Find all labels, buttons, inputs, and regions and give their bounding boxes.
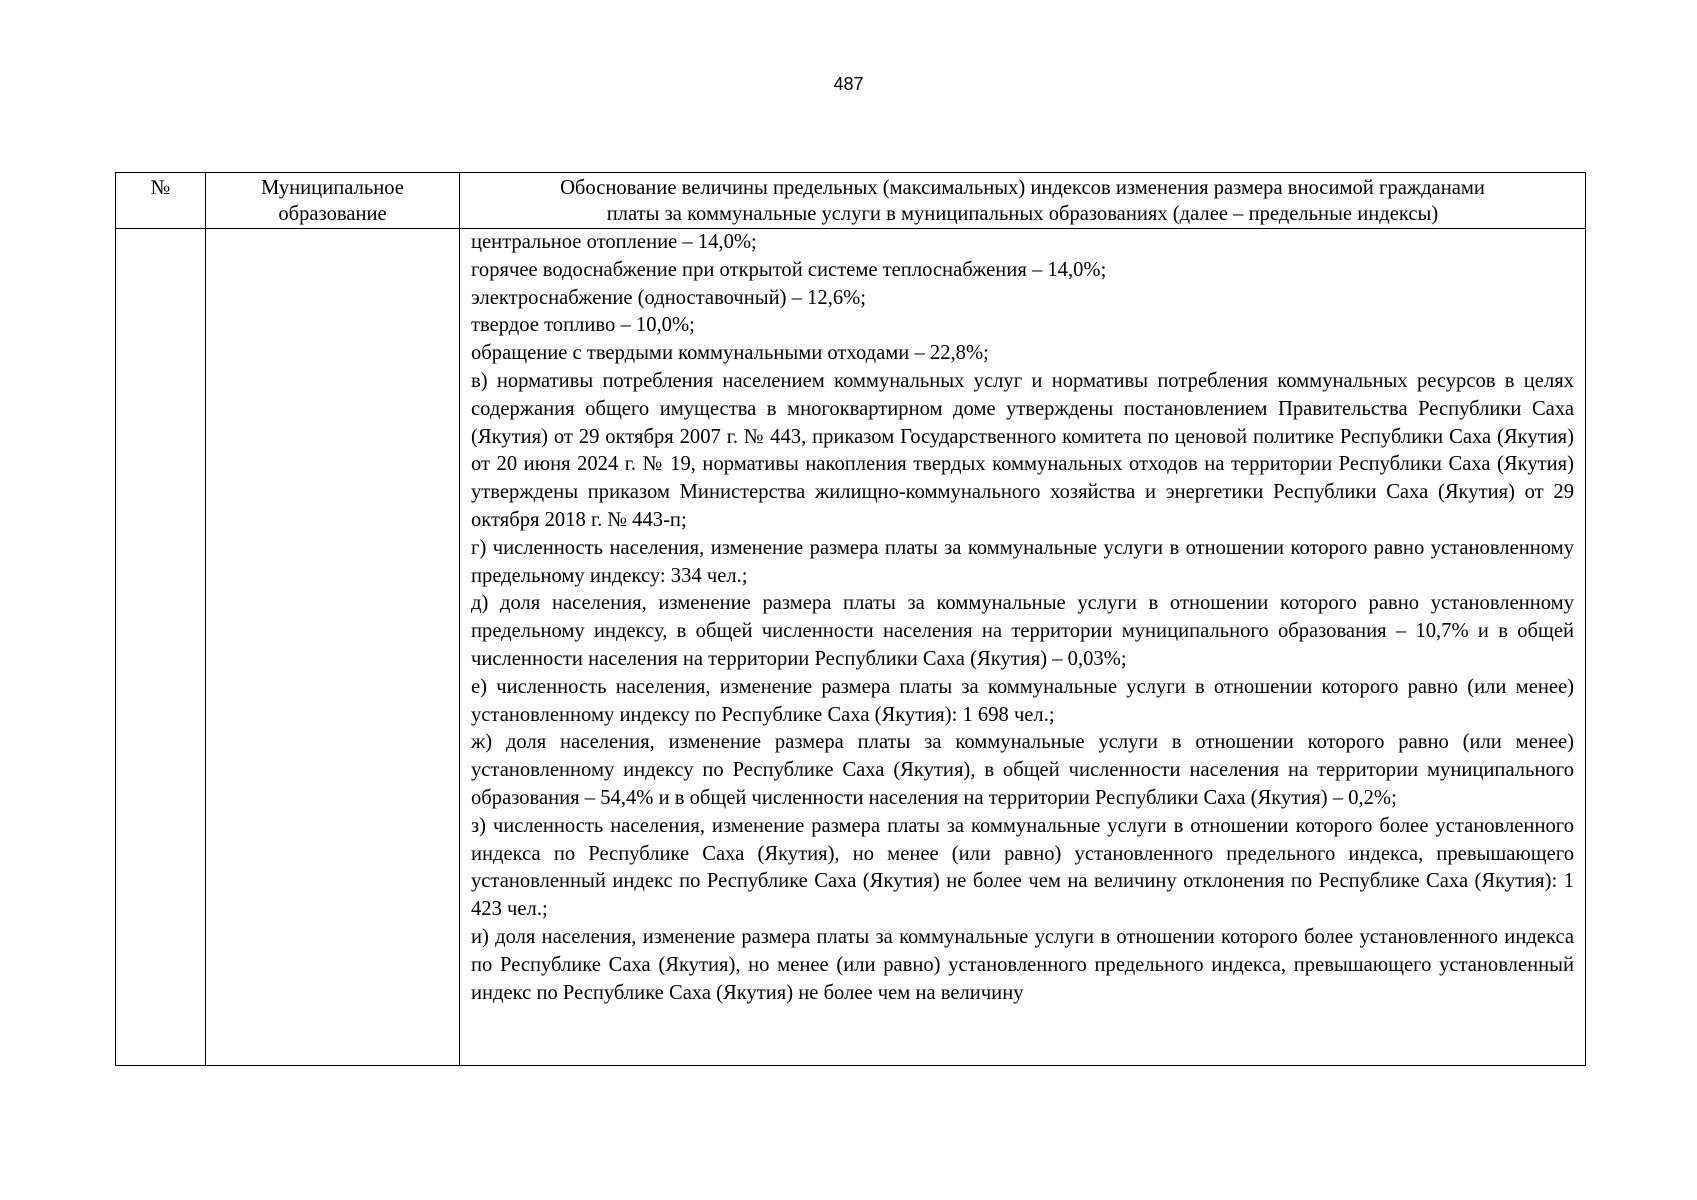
justification-table xyxy=(115,172,1586,1066)
paragraph: г) численность населения, изменение размера платы за коммунальные услуги в отношении которого равно установленному предельному индексу: 334 чел.; xyxy=(471,536,1574,587)
paragraph: ж) доля населения, изменение размера платы за коммунальные услуги в отношении которого равно (или менее) установленному индексу по Республике Саха (Якутия), в общей численности населения на территории муниципального образования – 54,4% и в общей численности населения на территории Республики Саха (Якутия) – 0,2%; xyxy=(471,731,1574,809)
paragraph: твердое топливо – 10,0%; xyxy=(471,314,695,337)
paragraph: центральное отопление – 14,0%; xyxy=(471,231,757,253)
paragraph: обращение с твердыми коммунальными отходами – 22,8%; xyxy=(471,342,989,365)
paragraph: и) доля населения, изменение размера платы за коммунальные услуги в отношении которого более установленного индекса по Республике Саха (Якутия), но менее (или равно) установленного предельного индекса, превышающего установленный индекс по Республике Саха (Якутия) не более чем на величину xyxy=(471,925,1574,1004)
paragraph: электроснабжение (одноставочный) – 12,6%; xyxy=(471,286,867,309)
header-justification xyxy=(460,173,1586,229)
header-number: № xyxy=(116,173,206,229)
paragraph: е) численность населения, изменение размера платы за коммунальные услуги в отношении которого равно (или менее) установленному индексу по Республике Саха (Якутия): 1 698 чел.; xyxy=(471,675,1574,726)
paragraph: з) численность населения, изменение размера платы за коммунальные услуги в отношении которого более установленного индекса по Республике Саха (Якутия), но менее (или равно) установленного предельного индекса, превышающего установленный индекс по Республике Саха (Якутия) не более чем на величину отклонения по Республике Саха (Якутия): 1 423 чел.; xyxy=(471,814,1574,921)
table-header-row xyxy=(116,173,1586,229)
header-justification-line1: Обоснование величины предельных (максимальных) индексов изменения размера вносимой гражданами xyxy=(560,177,1485,199)
paragraph: горячее водоснабжение при открытой системе теплоснабжения – 14,0%; xyxy=(471,258,1107,281)
paragraph: в) нормативы потребления населением коммунальных услуг и нормативы потребления коммунальных ресурсов в целях содержания общего имущества в многоквартирном доме утверждены постановлением Правительства Республики Саха (Якутия) от 29 октября 2007 г. № 443, приказом Государственного комитета по ценовой политике Республики Саха (Якутия) от 20 июня 2024 г. № 19, нормативы накопления твердых коммунальных отходов на территории Республики Саха (Якутия) утверждены приказом Министерства жилищно-коммунального хозяйства и энергетики Республики Саха (Якутия) от 29 октября 2018 г. № 443-п; xyxy=(471,369,1574,531)
header-justification-line2: платы за коммунальные услуги в муниципальных образованиях (далее – предельные индексы) xyxy=(606,203,1439,225)
cell-municipality xyxy=(206,229,460,1066)
table-row xyxy=(116,229,1586,1066)
header-municipality xyxy=(206,173,460,229)
header-municipality-line1: Муниципальное xyxy=(261,177,404,199)
cell-number xyxy=(116,229,206,1066)
header-municipality-line2: образование xyxy=(278,203,387,225)
paragraph: д) доля населения, изменение размера платы за коммунальные услуги в отношении которого равно установленному предельному индексу, в общей численности населения на территории муниципального образования – 10,7% и в общей численности населения на территории Республики Саха (Якутия) – 0,03%; xyxy=(471,592,1574,670)
page-number: 487 xyxy=(833,74,864,94)
cell-justification xyxy=(460,229,1586,1066)
